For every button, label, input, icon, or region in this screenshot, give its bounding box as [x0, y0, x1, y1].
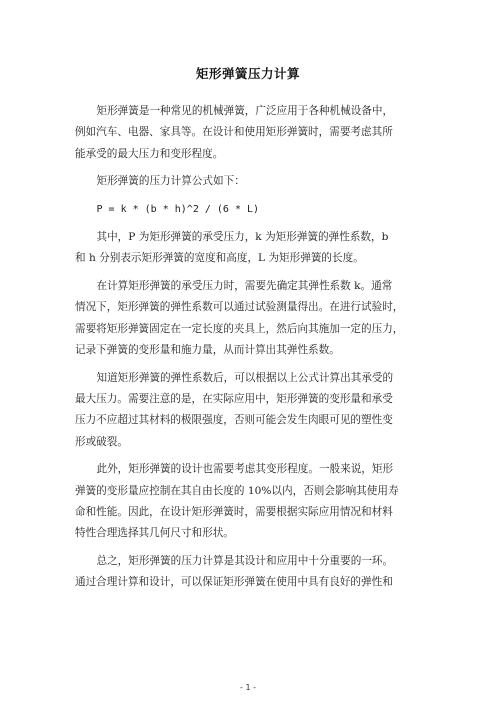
- text-line: 命和性能。因此，在设计矩形弹簧时，需要根据实际应用情况和材料: [75, 506, 393, 519]
- text-line: 特性合理选择其几何尺寸和形状。: [75, 527, 234, 540]
- text-line: 需要将矩形弹簧固定在一定长度的夹具上，然后向其施加一定的压力，: [75, 322, 404, 335]
- text-line: 压力不应超过其材料的极限强度，否则可能会发生肉眼可见的塑性变: [75, 414, 393, 427]
- text-line: 知道矩形弹簧的弹性系数后，可以根据以上公式计算出其承受的: [96, 371, 394, 384]
- paragraph-elastic-coefficient: [75, 276, 430, 361]
- page-number: - 1 -: [240, 683, 256, 692]
- formula-line: P = k * (b * h)^2 / (6 * L): [96, 204, 260, 216]
- paragraph-formula: [75, 199, 430, 220]
- text-line: 在计算矩形弹簧的承受压力时，需要先确定其弹性系数 k。通常: [96, 280, 393, 293]
- text-line: 矩形弹簧是一种常见的机械弹簧，广泛应用于各种机械设备中，: [96, 105, 394, 117]
- text-line: 矩形弹簧的压力计算公式如下：: [96, 175, 245, 188]
- paragraph-formula-intro: [75, 171, 430, 192]
- paragraph-intro: [75, 101, 430, 165]
- text-line: 能承受的最大压力和变形程度。: [75, 147, 224, 160]
- text-line: 例如汽车、电器、家具等。在设计和使用矩形弹簧时，需要考虑其所: [75, 126, 393, 139]
- paragraph-summary: [75, 551, 430, 594]
- paragraph-max-pressure: [75, 368, 430, 453]
- document-title: 矩形弹簧压力计算: [195, 66, 300, 81]
- text-line: 通过合理计算和设计，可以保证矩形弹簧在使用中具有良好的弹性和: [75, 576, 393, 589]
- text-line: 最大压力。需要注意的是，在实际应用中，矩形弹簧的变形量和承受: [75, 393, 393, 406]
- text-line: 情况下，矩形弹簧的弹性系数可以通过试验测量得出。在进行试验时，: [75, 301, 404, 314]
- text-line: 形或破裂。: [75, 435, 128, 448]
- paragraph-deformation: [75, 459, 430, 544]
- text-line: 总之，矩形弹簧的压力计算是其设计和应用中十分重要的一环。: [96, 555, 394, 568]
- text-line: 此外，矩形弹簧的设计也需要考虑其变形程度。一般来说，矩形: [96, 463, 394, 476]
- paragraph-variables: [75, 227, 430, 270]
- text-line: 记录下弹簧的变形量和施力量，从而计算出其弹性系数。: [75, 343, 340, 356]
- document-body: [75, 101, 430, 600]
- text-line: 弹簧的变形量应控制在其自由长度的 10%以内，否则会影响其使用寿: [75, 484, 399, 497]
- text-line: 和 h 分别表示矩形弹簧的宽度和高度，L 为矩形弹簧的长度。: [75, 252, 364, 265]
- text-line: 其中，P 为矩形弹簧的承受压力，k 为矩形弹簧的弹性系数，b: [96, 230, 389, 243]
